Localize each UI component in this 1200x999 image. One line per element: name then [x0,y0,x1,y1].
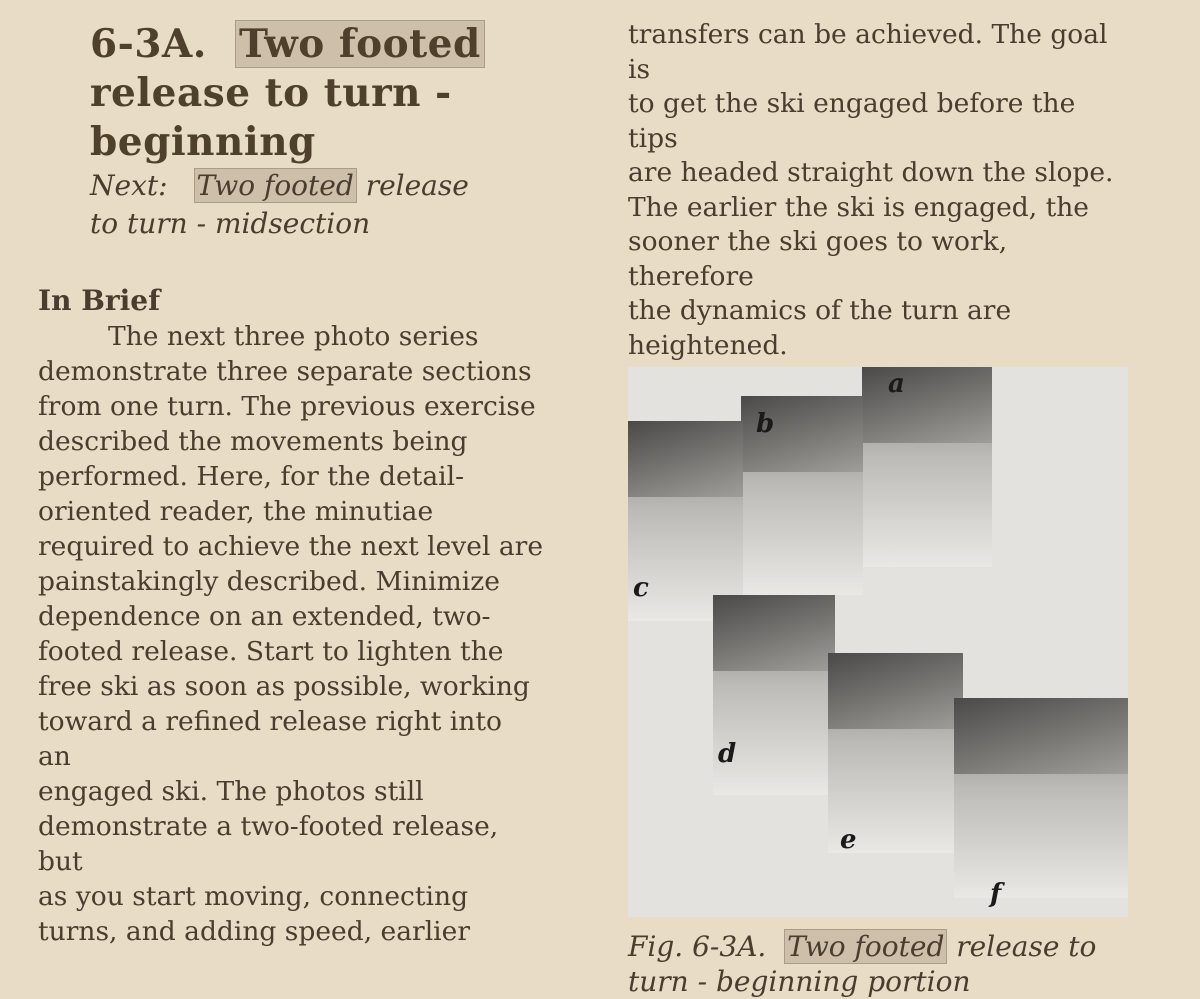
paragraph-line: the dynamics of the turn are [628,295,1012,326]
paragraph-line: described the movements being [38,426,468,457]
next-rest2: to turn - midsection [90,207,371,240]
paragraph-line: dependence on an extended, two- [38,601,491,632]
photo-f [954,698,1128,898]
paragraph-line: sooner the ski goes to work, therefore [628,226,1008,292]
continued-paragraph [628,18,1123,363]
heading-number: 6-3A. [90,21,207,67]
paragraph-line: turns, and adding speed, earlier [38,916,470,947]
paragraph-line: from one turn. The previous exercise [38,391,536,422]
paragraph-line: free ski as soon as possible, working [38,671,530,702]
figure-caption [628,929,1128,999]
caption-rest2: turn - beginning portion [628,965,971,998]
caption-prefix: Fig. 6-3A. [628,930,767,963]
in-brief-title: In Brief [38,284,161,317]
paragraph-line: as you start moving, connecting [38,881,469,912]
figure-label-a: a [888,369,905,399]
caption-rest1: release to [956,930,1097,963]
figure-label-c: c [633,573,649,603]
paragraph-line: footed release. Start to lighten the [38,636,504,667]
figure-label-b: b [756,409,775,439]
right-column [628,18,1128,999]
section-heading [90,20,490,167]
caption-highlight[interactable]: Two footed [784,929,947,964]
figure-photo-sequence[interactable] [628,367,1128,917]
photo-a [862,367,992,567]
next-label: Next: [90,169,168,202]
next-link[interactable] [90,167,500,243]
left-column [38,20,544,949]
paragraph-line: demonstrate a two-footed release, but [38,811,499,877]
figure-label-f: f [990,879,1002,909]
paragraph-line: transfers can be achieved. The goal is [628,19,1108,85]
next-highlight[interactable]: Two footed [194,168,357,203]
paragraph-line: engaged ski. The photos still [38,776,424,807]
paragraph-line: oriented reader, the minutiae [38,496,434,527]
paragraph-line: to get the ski engaged before the tips [628,88,1076,154]
paragraph-line: heightened. [628,329,788,361]
paragraph-line: The earlier the ski is engaged, the [628,191,1089,223]
next-rest1: release [365,169,469,202]
photo-e [828,653,963,853]
paragraph-line: demonstrate three separate sections [38,356,532,387]
paragraph-line: The next three photo series [108,321,479,352]
figure-label-d: d [718,739,737,769]
paragraph-line: are headed straight down the slope. [628,157,1114,188]
paragraph-line: performed. Here, for the detail- [38,461,465,492]
heading-highlight[interactable]: Two footed [235,20,485,68]
paragraph-line: painstakingly described. Minimize [38,566,500,597]
paragraph-line: toward a refined release right into an [38,706,502,772]
heading-rest: release to turn - beginning [90,70,452,165]
in-brief-paragraph [38,319,543,949]
paragraph-line: required to achieve the next level are [38,531,544,562]
figure-label-e: e [840,825,857,855]
